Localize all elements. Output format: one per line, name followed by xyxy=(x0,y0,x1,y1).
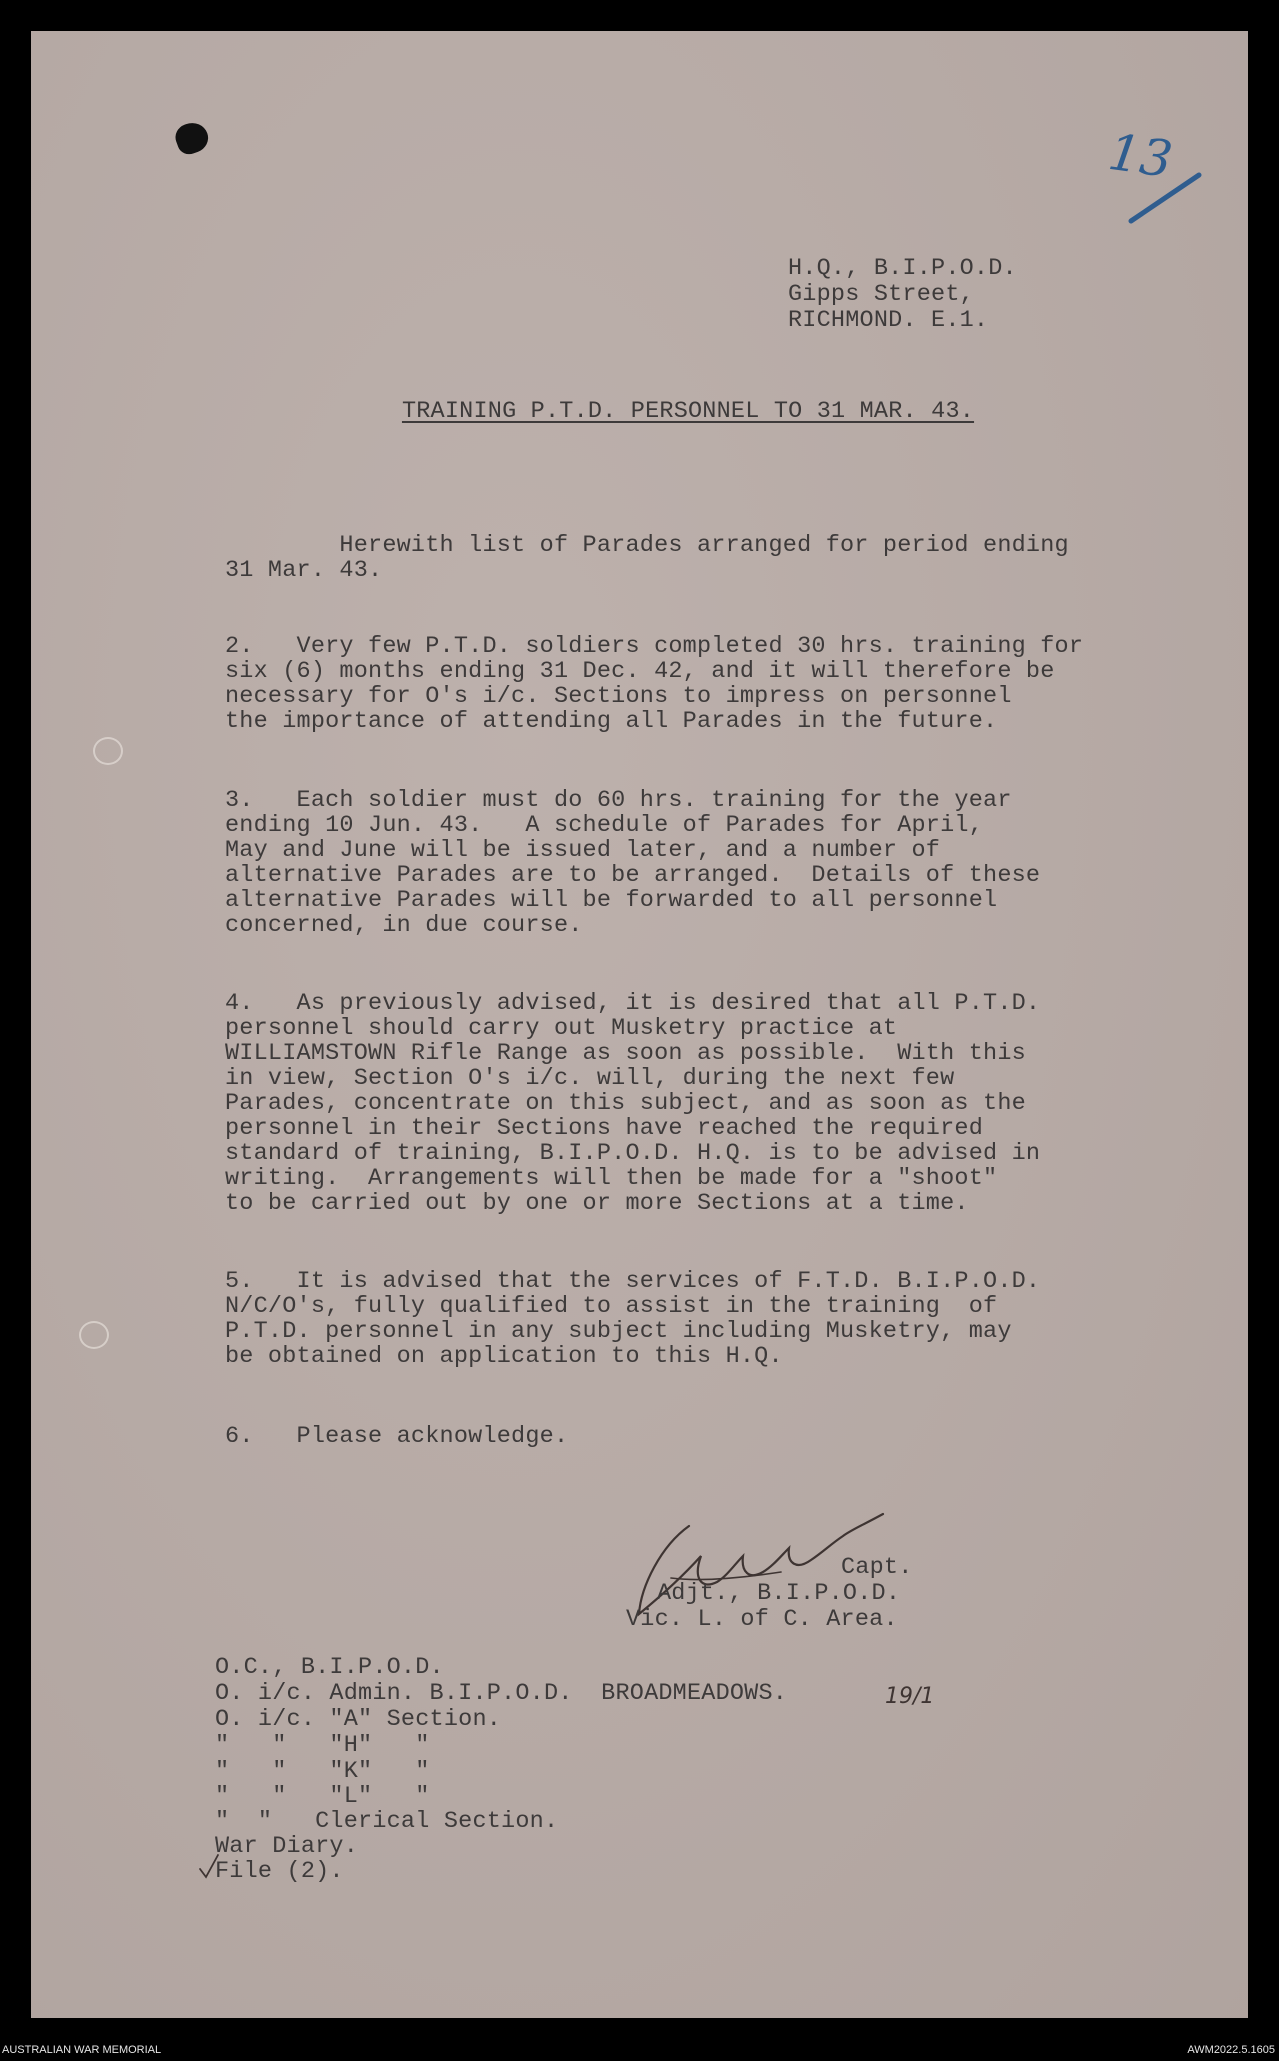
folio-mark xyxy=(1076,109,1226,239)
paragraph-3: 3. Each soldier must do 60 hrs. training for the year ending 10 Jun. 43. A schedule of Parades for April, May and June will be issued later, and a number of alternative Parades are to be arranged. Details of these alternative Parades will be forwarded to all personnel concerned, in due course. xyxy=(225,787,1041,939)
tear-mark xyxy=(79,1321,109,1349)
date-annotation-text: 19/1 xyxy=(885,1684,935,1709)
paragraph-1: Herewith list of Parades arranged for period ending 31 Mar. 43. xyxy=(225,532,1069,584)
tick-mark-icon xyxy=(196,1851,226,1881)
distribution-line: " " "L" " xyxy=(215,1783,430,1810)
signature-rank: Capt. xyxy=(841,1554,913,1581)
address-line-2: Gipps Street, xyxy=(788,281,974,308)
paragraph-4: 4. As previously advised, it is desired that all P.T.D. personnel should carry out Musketry practice at WILLIAMSTOWN Rifle Range as soon as possible. With this in view, Section O's i/c. will, during the next few Parades, concentrate on this subject, and as soon as the personnel in their Sections have reached the required standard of training, B.I.P.O.D. H.Q. is to be advised in writing. Arrangements will then be made for a "shoot" to be carried out by one or more Sections at a time. xyxy=(225,990,1041,1217)
tear-mark xyxy=(93,737,123,765)
document-title: TRAINING P.T.D. PERSONNEL TO 31 MAR. 43. xyxy=(401,398,975,425)
signature-role: Adjt., B.I.P.O.D. xyxy=(657,1580,901,1607)
paragraph-2: 2. Very few P.T.D. soldiers completed 30 hrs. training for six (6) months ending 31 Dec. 42, and it will therefore be necessary for O's i/c. Sections to impress on personnel the importance of attending all Parades in the future. xyxy=(225,633,1084,735)
distribution-line: " " "K" " xyxy=(215,1758,430,1785)
date-annotation xyxy=(881,1671,941,1721)
paragraph-6: 6. Please acknowledge. xyxy=(225,1423,569,1450)
distribution-line: File (2). xyxy=(215,1858,344,1885)
address-line-3: RICHMOND. E.1. xyxy=(788,307,989,334)
signature-area: Vic. L. of C. Area. xyxy=(626,1606,898,1633)
folio-number: 13 xyxy=(1104,122,1176,190)
document-page xyxy=(31,31,1248,2018)
distribution-line: O.C., B.I.P.O.D. xyxy=(215,1654,444,1681)
distribution-line: " " "H" " xyxy=(215,1732,430,1759)
distribution-line: O. i/c. "A" Section. xyxy=(215,1706,502,1733)
paragraph-5: 5. It is advised that the services of F.T.D. B.I.P.O.D. N/C/O's, fully qualified to assist in the training of P.T.D. personnel in any subject including Musketry, may be obtained on application to this H.Q. xyxy=(225,1268,1041,1370)
address-line-1: H.Q., B.I.P.O.D. xyxy=(788,255,1017,282)
punch-hole xyxy=(172,118,212,157)
distribution-line: War Diary. xyxy=(215,1833,359,1860)
footer-archive-name: AUSTRALIAN WAR MEMORIAL xyxy=(2,2044,162,2056)
distribution-line: O. i/c. Admin. B.I.P.O.D. BROADMEADOWS. xyxy=(215,1680,788,1707)
footer-accession-number: AWM2022.5.1605 xyxy=(1187,2044,1275,2056)
distribution-line: " " Clerical Section. xyxy=(215,1808,559,1835)
